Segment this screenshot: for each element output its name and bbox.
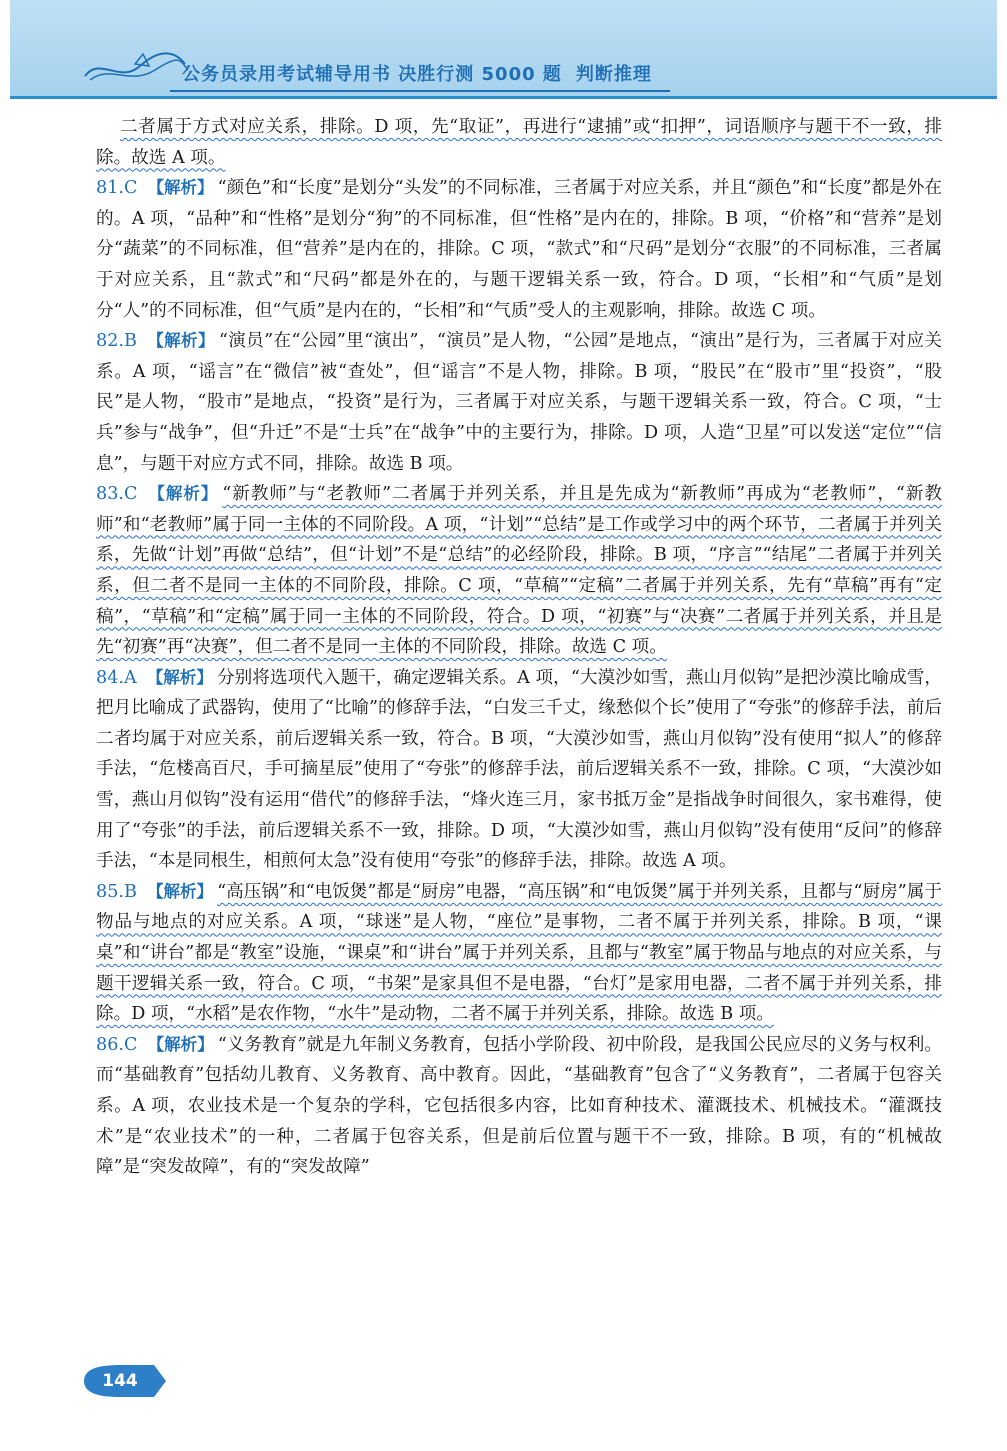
answer-text: “颜色”和“长度”是划分“头发”的不同标准，三者属于对应关系，并且“颜色”和“长度”都是外在的。A 项，“品种”和“性格”是划分“狗”的不同标准，但“性格”是内在的，排除。B 项，“价格”和“营养”是划分“蔬菜”的不同标准，但“营养”是内在的，排除。C 项，“款式”和“尺码”是划分“衣服”的不同标准，三者属于对应关系，且“款式”和“尺码”都是外在的，与题干逻辑关系一致，符合。D 项，“长相”和“气质”是划分“人”的不同标准，但“气质”是内在的，“长相”和“气质”受人的主观影响，排除。故选 C 项。 [96,178,942,321]
answer-text: “高压锅”和“电饭煲”都是“厨房”电器，“高压锅”和“电饭煲”属于并列关系，且都与“厨房”属于物品与地点的对应关系。A 项，“球迷”是人物，“座位”是事物，二者不属于并列关系，排除。B 项，“课桌”和“讲台”都是“教室”设施，“课桌”和“讲台”属于并列关系，且都与“教室”属于物品与地点的对应关系，与题干逻辑关系一致，符合。C 项，“书架”是家具但不是电器，“台灯”是家用电器，二者不属于并列关系，排除。D 项，“水稻”是农作物，“水牛”是动物，二者不属于并列关系，排除。故选 B 项。 [96,881,943,1025]
header-title [182,60,652,86]
book-title: 公务员录用考试辅导用书 决胜行测 5000 题 [182,64,562,85]
answer-item-85 [96,877,942,1030]
page-number: 144 [102,1371,138,1391]
question-number: 86.C [96,1034,138,1055]
analysis-tag: 【解析】 [147,484,219,504]
answer-item-84 [96,663,942,877]
continued-paragraph [96,112,942,173]
answer-text: “新教师”与“老教师”二者属于并列关系，并且是先成为“新教师”再成为“老教师”，“新教师”和“老教师”属于同一主体的不同阶段。A 项，“计划”“总结”是工作或学习中的两个环节，二者属于并列关系，先做“计划”再做“总结”，但“计划”不是“总结”的必经阶段，排除。B 项，“序言”“结尾”二者属于并列关系，但二者不是同一主体的不同阶段，排除。C 项，“草稿”“定稿”二者属于并列关系，先有“草稿”再有“定稿”，“草稿”和“定稿”属于同一主体的不同阶段，符合。D 项，“初赛”与“决赛”二者属于并列关系，并且是先“初赛”再“决赛”，但二者不是同一主体的不同阶段，排除。故选 C 项。 [96,484,942,658]
question-number: 83.C [96,484,138,505]
answer-item-82 [96,326,942,479]
intro-text: 二者属于方式对应关系，排除。D 项，先“取证”，再进行“逮捕”或“扣押”，词语顺序与题干不一致，排除。故选 A 项。 [96,117,942,168]
question-number: 85.B [96,881,137,902]
ribbon-logo-icon [80,46,190,86]
analysis-tag: 【解析】 [146,881,214,901]
analysis-tag: 【解析】 [147,178,214,198]
answer-text: 分别将选项代入题干，确定逻辑关系。A 项，“大漠沙如雪，燕山月似钩”是把沙漠比喻成雪，把月比喻成了武器钩，使用了“比喻”的修辞手法，“白发三千丈，缘愁似个长”使用了“夸张”的修辞手法，前后二者均属于对应关系，前后逻辑关系一致，符合。B 项，“大漠沙如雪，燕山月似钩”没有使用“拟人”的修辞手法，“危楼高百尺，手可摘星辰”使用了“夸张”的修辞手法，前后逻辑关系不一致，排除。C 项，“大漠沙如雪，燕山月似钩”没有运用“借代”的修辞手法，“烽火连三月，家书抵万金”是指战争时间很久，家书难得，使用了“夸张”的手法，前后逻辑关系不一致，排除。D 项，“大漠沙如雪，燕山月似钩”没有使用“反问”的修辞手法，“本是同根生，相煎何太急”没有使用“夸张”的修辞手法，排除。故选 A 项。 [96,667,942,872]
answer-text: “义务教育”就是九年制义务教育，包括小学阶段、初中阶段，是我国公民应尽的义务与权利。而“基础教育”包括幼儿教育、义务教育、高中教育。因此，“基础教育”包含了“义务教育”，二者属于包容关系。A 项，农业技术是一个复杂的学科，它包括很多内容，比如育种技术、灌溉技术、机械技术。“灌溉技术”是“农业技术”的一种，二者属于包容关系，但是前后位置与题干不一致，排除。B 项，有的“机械故障”是“突发故障”，有的“突发故障” [96,1034,943,1178]
page-header [10,0,997,99]
question-number: 82.B [96,331,137,352]
analysis-tag: 【解析】 [146,667,213,687]
analysis-tag: 【解析】 [146,331,215,351]
answer-text: “演员”在“公园”里“演出”，“演员”是人物，“公园”是地点，“演出”是行为，三者属于对应关系。A 项，“谣言”在“微信”被“查处”，但“谣言”不是人物，排除。B 项，“股民”在“股市”里“投资”，“股民”是人物，“股市”是地点，“投资”是行为，三者属于对应关系，与题干逻辑关系一致，符合。C 项，“士兵”参与“战争”，但“升迁”不是“士兵”在“战争”中的主要行为，排除。D 项，人造“卫星”可以发送“定位”“信息”，与题干对应方式不同，排除。故选 B 项。 [96,331,943,474]
section-title: 判断推理 [575,64,652,85]
header-underline [170,90,670,92]
answer-item-83 [96,479,942,663]
question-number: 81.C [96,178,138,199]
analysis-tag: 【解析】 [147,1034,214,1054]
question-number: 84.A [96,667,137,688]
answer-item-81 [96,173,942,326]
answer-item-86 [96,1030,942,1183]
answer-content [96,112,942,1183]
